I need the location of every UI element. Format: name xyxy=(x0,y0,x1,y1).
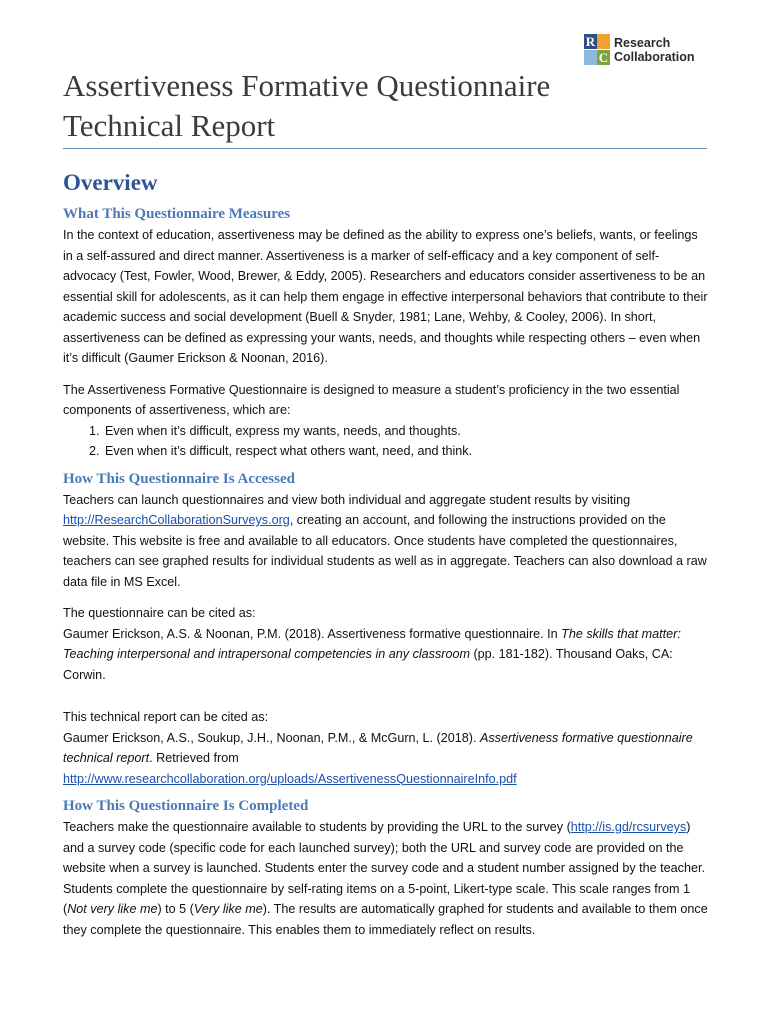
measures-paragraph-1: In the context of education, assertiveness may be defined as the ability to express one’s beliefs, wants, or feelings in a self-assured and direct manner. Assertiveness is a marker of self-efficacy and a key component of self-advocacy (Test, Fowler, Wood, Brewer, & Eddy, 2005). Researchers and educators consider assertiveness to be an essential skill for adolescents, as it can help them engage in effective interpersonal behaviors that contribute to their academic success and social development (Buell & Snyder, 1981; Lane, Wehby, & Cooley, 2006). In short, assertiveness can be defined as expressing your wants, needs, and thoughts while respecting others – even when it’s difficult (Gaumer Erickson & Noonan, 2016). xyxy=(63,228,708,365)
report-body xyxy=(63,203,709,940)
citation-label: The questionnaire can be cited as: xyxy=(63,606,256,620)
accessed-paragraph: Teachers can launch questionnaires and view both individual and aggregate student results by visiting http://ResearchCollaborationSurveys.org, creating an account, and following the instructions provided on the website. This website is free and available to all educators. Once students have completed the questionnaires, teachers can see graphed results for individual students as well as in aggregate. Teachers can also download a raw data file in MS Excel. xyxy=(63,492,707,589)
section-heading-measures: What This Questionnaire Measures xyxy=(63,206,291,222)
logo-mark-r: R xyxy=(585,34,596,49)
survey-url-link[interactable]: http://is.gd/rcsurveys xyxy=(570,820,687,834)
citation-label: This technical report can be cited as: xyxy=(63,710,269,724)
research-collaboration-logo xyxy=(584,34,695,66)
title-line-1: Assertiveness Formative Questionnaire xyxy=(63,68,551,103)
surveys-site-link[interactable]: http://ResearchCollaborationSurveys.org xyxy=(63,513,290,527)
overview-heading: Overview xyxy=(63,170,158,195)
title-divider xyxy=(63,148,707,149)
title-line-2: Technical Report xyxy=(63,108,276,143)
rc-logo-icon xyxy=(584,34,610,66)
list-item: 2. Even when it’s difficult, respect what others want, need, and think. xyxy=(103,441,709,462)
report-citation: This technical report can be cited as: Gaumer Erickson, A.S., Soukup, J.H., Noonan, P.M., & McGurn, L. (2018). Assertiveness formative questionnaire technical report. Retrieved from http://www.researchcollaboration.org/uploads/AssertivenessQuestionnaireInfo.pdf xyxy=(63,710,693,786)
components-list xyxy=(63,421,709,462)
logo-line-2: Collaboration xyxy=(614,50,695,64)
questionnaire-citation: The questionnaire can be cited as: Gaumer Erickson, A.S. & Noonan, P.M. (2018). Assertiveness formative questionnaire. In The skills that matter: Teaching interpersonal and intrapersonal competencies in any classroom (pp. 181-182). Thousand Oaks, CA: Corwin. xyxy=(63,606,681,682)
list-item: 1. Even when it’s difficult, express my wants, needs, and thoughts. xyxy=(103,421,709,442)
section-heading-accessed: How This Questionnaire Is Accessed xyxy=(63,470,295,487)
logo-line-1: Research xyxy=(614,36,671,50)
document-title xyxy=(63,66,713,146)
section-heading-completed: How This Questionnaire Is Completed xyxy=(63,798,309,814)
logo-mark-c: C xyxy=(598,50,609,65)
report-info-link[interactable]: http://www.researchcollaboration.org/uploads/AssertivenessQuestionnaireInfo.pdf xyxy=(63,771,517,786)
measures-paragraph-2: The Assertiveness Formative Questionnaire is designed to measure a student’s proficiency in the two essential components of assertiveness, which are: xyxy=(63,382,680,417)
completed-paragraph: Teachers make the questionnaire available to students by providing the URL to the survey (http://is.gd/rcsurveys) and a survey code (specific code for each launched survey); both the URL and survey code are provided on the website when a survey is launched. Students enter the survey code and a student number assigned by the teacher. Students complete the questionnaire by self-rating items on a 5-point, Likert-type scale. This scale ranges from 1 (Not very like me) to 5 (Very like me). The results are automatically graphed for students and available to them once they complete the questionnaire. This enables them to immediately reflect on results. xyxy=(63,820,708,937)
